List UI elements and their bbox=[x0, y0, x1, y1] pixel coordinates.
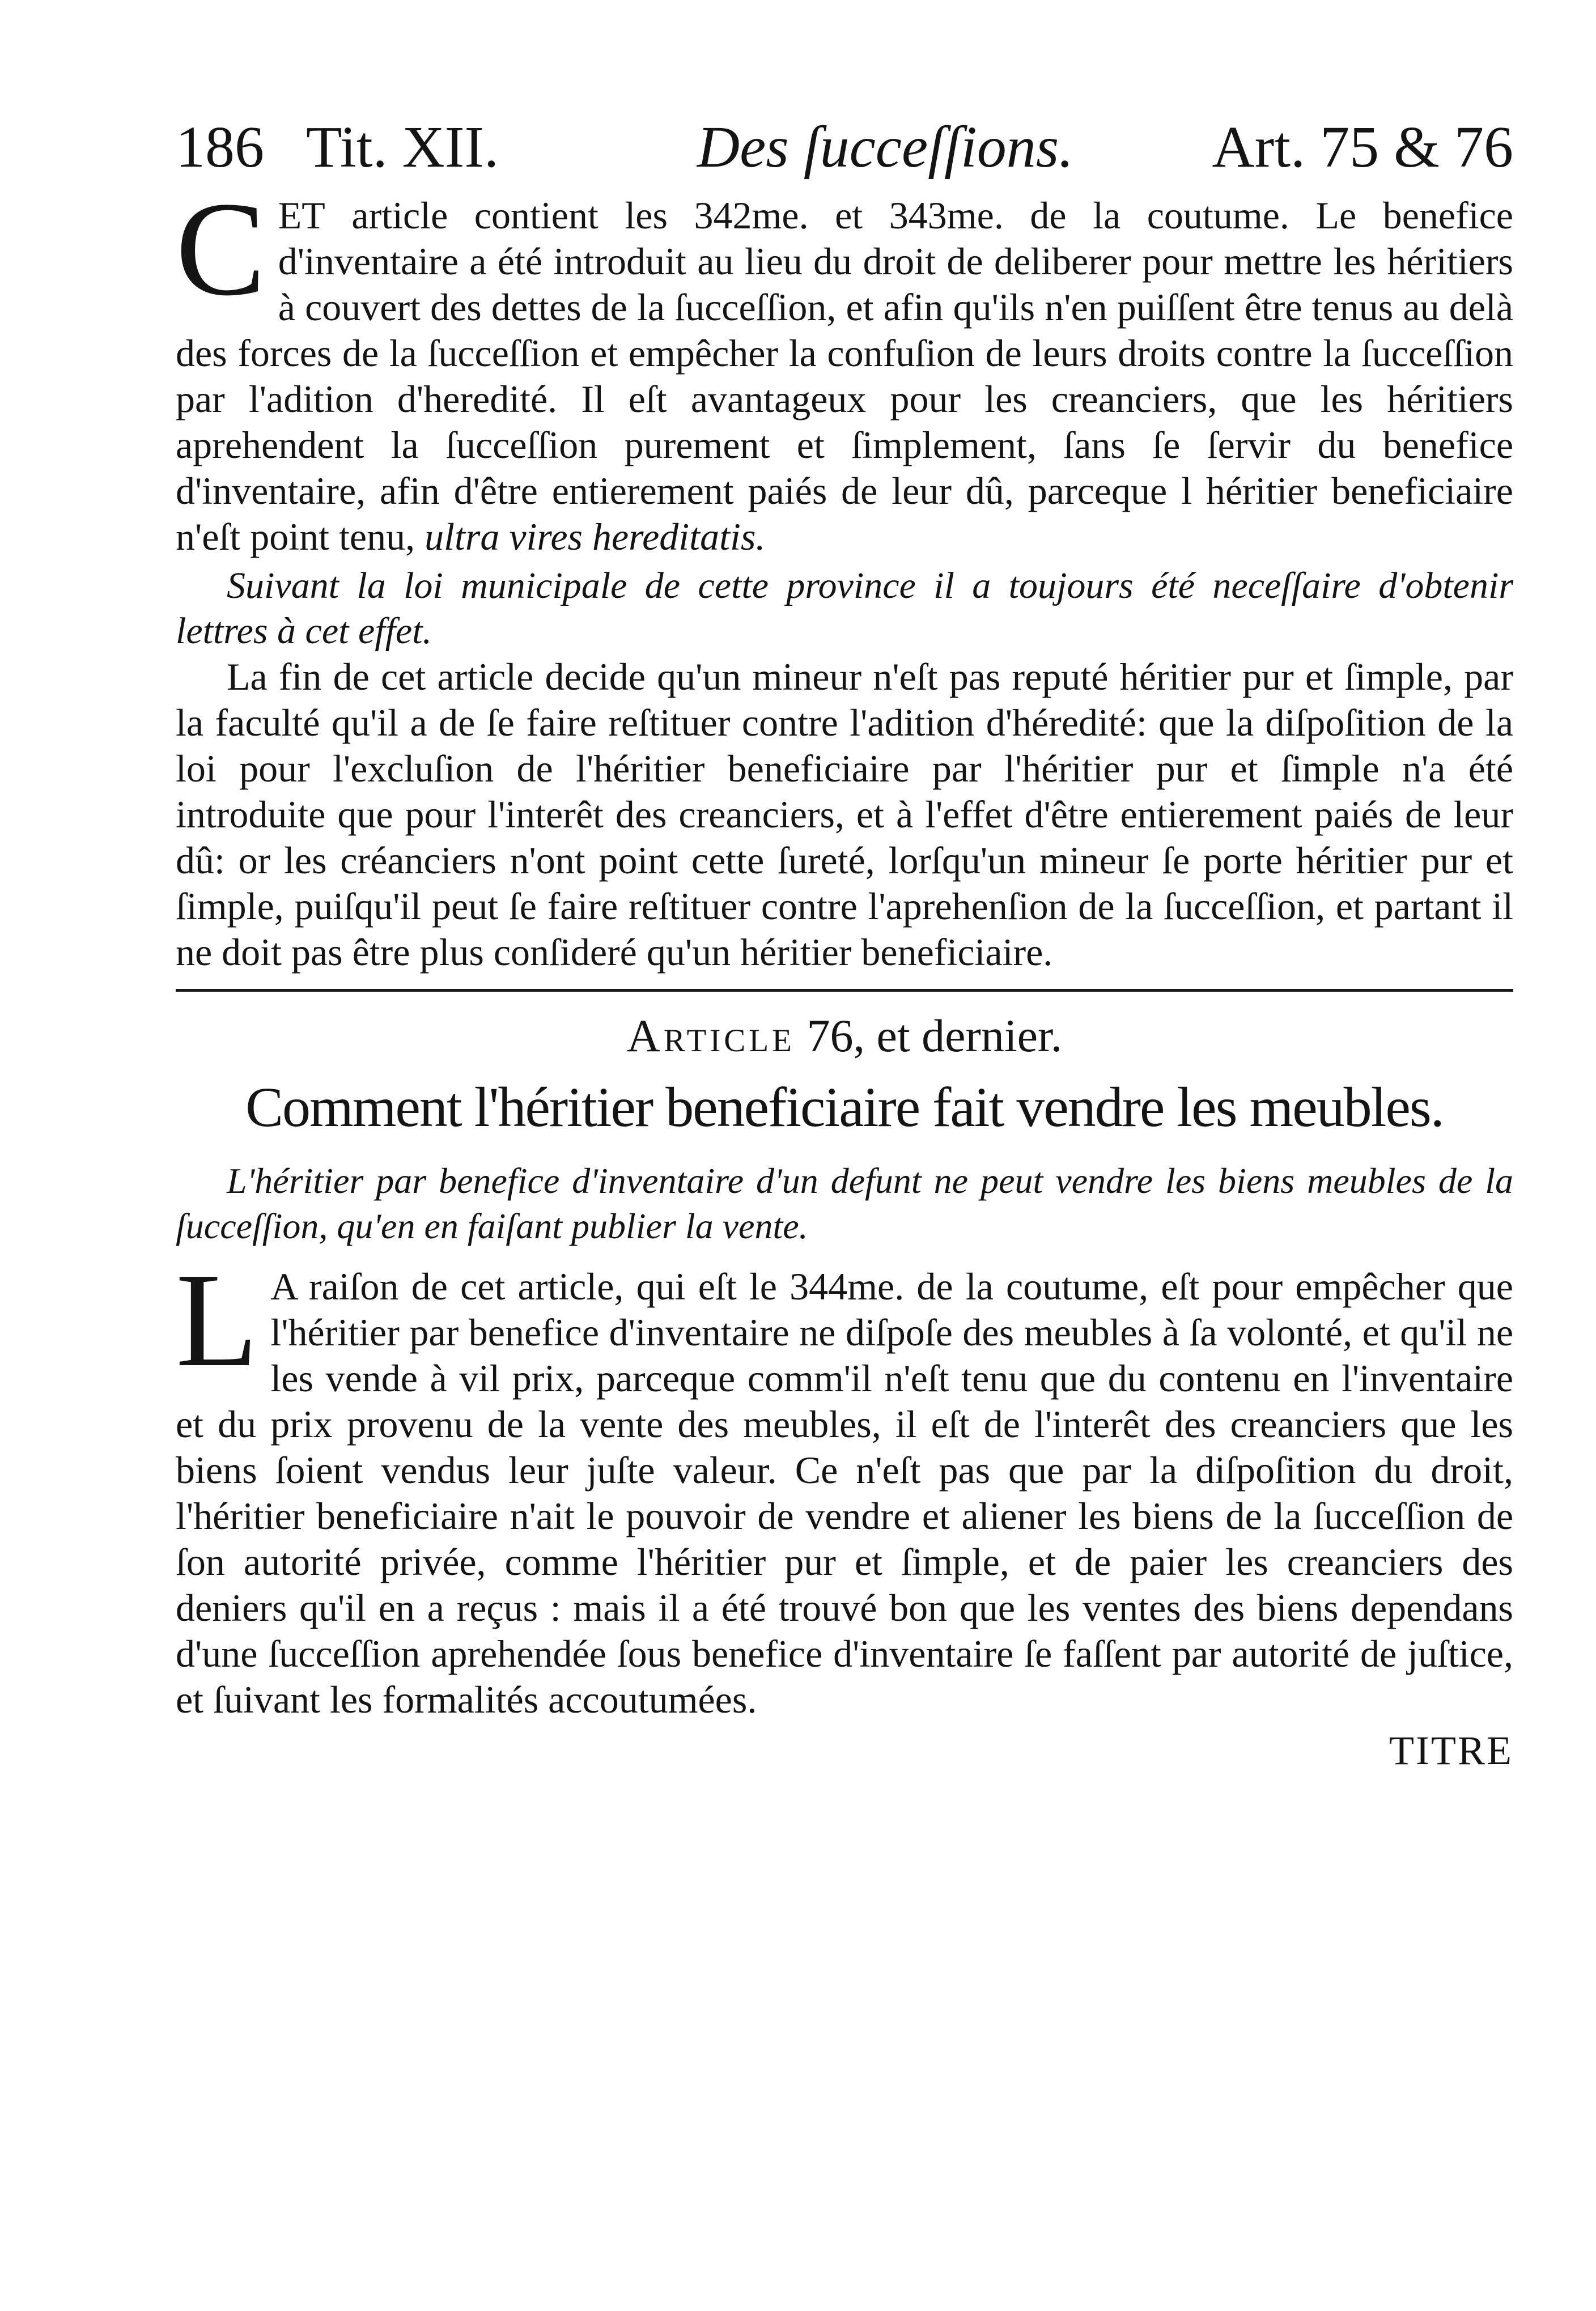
italic-note: Suivant la loi municipale de cette province il a toujours été neceſſaire d'obtenir lettres à cet effet. bbox=[176, 565, 1513, 652]
page-number: 186 bbox=[176, 114, 264, 180]
running-head bbox=[176, 102, 1513, 193]
book-page bbox=[176, 102, 1513, 1775]
first-word-caps: ET bbox=[278, 194, 325, 237]
section-rule bbox=[176, 989, 1513, 992]
article-range: Art. 75 & 76 bbox=[1212, 114, 1513, 180]
article-75-paragraph-1 bbox=[176, 175, 1513, 560]
article-word: Article bbox=[626, 1010, 795, 1061]
dropcap-c: C bbox=[176, 175, 266, 324]
article-76-summary: L'héritier par benefice d'inventaire d'un defunt ne peut vendre les biens meubles de la ſucceſſion, qu'en en faiſant publier la vente. bbox=[176, 1161, 1513, 1246]
article-75-text: article contient les 342me. et 343me. de la coutume. Le benefice d'inventaire a été introduit au lieu du droit de deliberer pour mettre les héritiers à couvert des dettes de la ſucceſſion, et afin qu'ils n'en puiſſent être tenus au delà des forces de la ſucceſſion et empêcher la confuſion de leurs droits contre la ſucceſſion par l'adition d'heredité. Il eſt avantageux pour les creanciers, que les héritiers aprehendent la ſucceſſion purement et ſimplement, ſans ſe ſervir du benefice d'inventaire, afin d'être entierement paiés de leur dû, parceque l héritier beneficiaire n'eſt point tenu, bbox=[176, 194, 1513, 558]
article-76-text: A raiſon de cet article, qui eſt le 344me. de la coutume, eſt pour empêcher que l'héritier par benefice d'inventaire ne diſpoſe des meubles à ſa volonté, et qu'il ne les vende à vil prix, parceque comm'il n'eſt tenu que du contenu en l'inventaire et du prix provenu de la vente des meubles, il eſt de l'interêt des creanciers que les biens ſoient vendus leur juſte valeur. Ce n'eſt pas que par la diſpoſition du droit, l'héritier beneficiaire n'ait le pouvoir de vendre et aliener les biens de la ſucceſſion de ſon autorité privée, comme l'héritier pur et ſimple, et de paier les creanciers des deniers qu'il en a reçus : mais il a été trouvé bon que les ventes des biens dependans d'une ſucceſſion aprehendée ſous benefice d'inventaire ſe faſſent par autorité de juſtice, et ſuivant les formalités accoutumées. bbox=[176, 1265, 1513, 1721]
article-76-heading bbox=[176, 1006, 1513, 1065]
catchword: TITRE bbox=[1389, 1728, 1513, 1773]
article-75-paragraph-2: La fin de cet article decide qu'un mineur n'eſt pas reputé héritier pur et ſimple, par la faculté qu'il a de ſe faire reſtituer contre l'adition d'héredité: que la diſpoſition de la loi pour l'excluſion de l'héritier beneficiaire par l'héritier pur et ſimple n'a été introduite que pour l'interêt des creanciers, et à l'effet d'être entierement paiés de leur dû: or les créanciers n'ont point cette ſureté, lorſqu'un mineur ſe porte héritier pur et ſimple, puiſqu'il peut ſe faire reſtituer contre l'aprehenſion de la ſucceſſion, et partant il ne doit pas être plus conſideré qu'un héritier beneficiaire. bbox=[176, 655, 1513, 974]
latin-phrase: ultra vires hereditatis. bbox=[425, 515, 766, 558]
article-76-title: Comment l'héritier beneficiaire fait vendre les meubles. bbox=[245, 1076, 1444, 1138]
dropcap-l: L bbox=[176, 1246, 258, 1395]
running-subtitle: Des ſucceſſions. bbox=[697, 114, 1074, 180]
article-76-body bbox=[176, 1246, 1513, 1723]
article-number: 76, et dernier. bbox=[795, 1010, 1063, 1061]
title-number: Tit. XII. bbox=[306, 114, 499, 180]
